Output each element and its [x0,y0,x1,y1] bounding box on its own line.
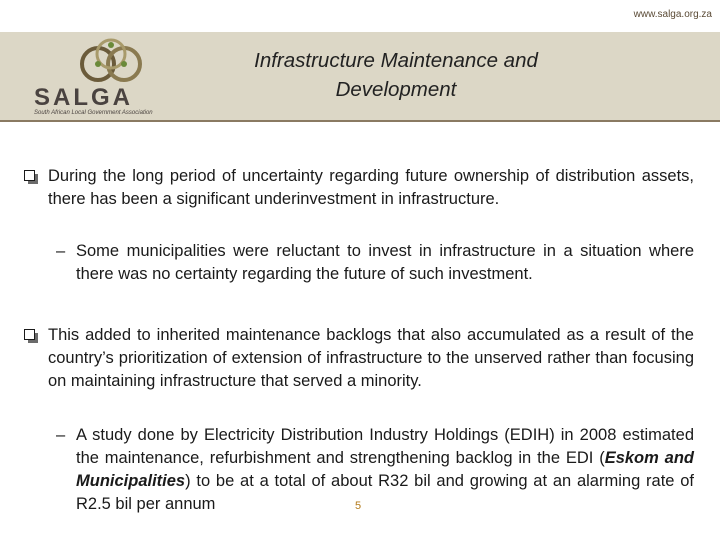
header-divider [0,120,720,122]
title-line-2: Development [335,78,457,101]
sub-bullet-2 [56,424,694,516]
logo-tagline: South African Local Government Association [34,110,153,116]
dash-bullet-icon: – [56,426,66,444]
page-number: 5 [355,500,362,512]
slide-title [196,46,596,104]
salga-emblem-icon [76,38,146,84]
bullet-1 [24,165,694,211]
bullet-2 [24,324,694,393]
website-url: www.salga.org.za [633,9,712,20]
bullet-1-text: During the long period of uncertainty regarding future ownership of distribution assets, there has been a significant underinvestment in infrastructure. [48,167,694,208]
top-bar [0,0,720,32]
title-line-1: Infrastructure Maintenance and [254,49,538,72]
checkbox-bullet-icon [24,170,35,181]
checkbox-bullet-icon [24,329,35,340]
sub-bullet-2-prefix: A study done by Electricity Distribution Industry Holdings (EDIH) in 2008 estimated the maintenance, refurbishment and strengthening backlog in the EDI ( [76,426,694,467]
salga-logo [28,38,188,116]
sub-bullet-1-text: Some municipalities were reluctant to invest in infrastructure in a situation where there was no certainty regarding the future of such investment. [76,242,694,283]
logo-wordmark: SALGA [34,84,133,111]
sub-bullet-2-suffix: ) to be at a total of about R32 bil and growing at an alarming rate of R2.5 bil per annum [76,472,694,513]
dash-bullet-icon: – [56,242,66,260]
header-banner [0,32,720,120]
sub-bullet-2-text [76,424,694,516]
bullet-2-text: This added to inherited maintenance backlogs that also accumulated as a result of the country’s prioritization of extension of infrastructure to the unserved rather than focusing on maintaining infrastructure that served a minority. [48,326,694,390]
sub-bullet-1 [56,240,694,286]
sub-bullet-2-emphasis: Eskom and Municipalities [76,449,694,490]
